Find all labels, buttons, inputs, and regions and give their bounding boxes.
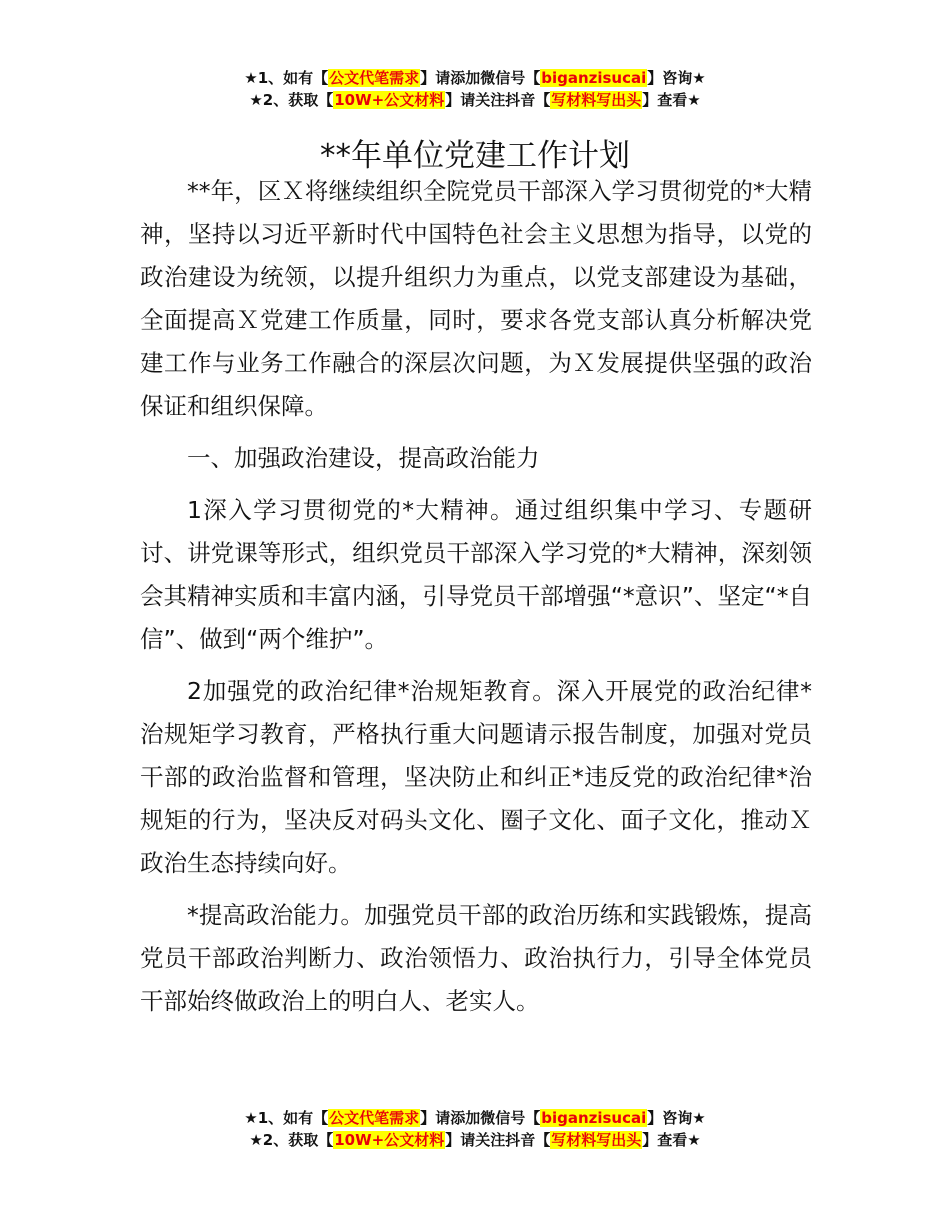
highlight-service: 公文代笔需求 (329, 1109, 420, 1127)
body-paragraph: 1深入学习贯彻党的*大精神。通过组织集中学习、专题研讨、讲党课等形式，组织党员干部深入学习党的*大精神，深刻领会其精神实质和丰富内涵，引导党员干部增强“*意识”、坚定“*自信”、做到“两个维护”。 (140, 496, 812, 653)
banner-line-1 (0, 1107, 950, 1129)
highlight-wechat-id: biganzisucai (541, 69, 647, 87)
intro-paragraph: **年，区Ｘ将继续组织全院党员干部深入学习贯彻党的*大精神，坚持以习近平新时代中国特色社会主义思想为指导，以党的政治建设为统领，以提升组织力为重点，以党支部建设为基础，全面提高Ｘ党建工作质量，同时，要求各党支部认真分析解决党建工作与业务工作融合的深层次问题，为Ｘ发展提供坚强的政治保证和组织保障。 (140, 177, 812, 420)
highlight-douyin-account: 写材料写出头 (551, 91, 642, 109)
highlight-wechat-id: biganzisucai (541, 1109, 647, 1127)
document-body (140, 170, 812, 1032)
highlight-materials: 10W+公文材料 (334, 91, 445, 109)
banner-text: ★1、如有【 (244, 1109, 329, 1127)
body-paragraph: 2加强党的政治纪律*治规矩教育。深入开展党的政治纪律*治规矩学习教育，严格执行重大问题请示报告制度，加强对党员干部的政治监督和管理，坚决防止和纠正*违反党的政治纪律*治规矩的行为，坚决反对码头文化、圈子文化、面子文化，推动Ｘ政治生态持续向好。 (140, 677, 812, 877)
header-banner (0, 67, 950, 111)
section-heading: 一、加强政治建设，提高政治能力 (187, 444, 540, 472)
banner-text: ★2、获取【 (249, 91, 334, 109)
banner-text: 】咨询★ (647, 1109, 706, 1127)
banner-line-2 (0, 89, 950, 111)
banner-text: 】请关注抖音【 (445, 1131, 551, 1149)
banner-text: ★1、如有【 (244, 69, 329, 87)
banner-line-1 (0, 67, 950, 89)
banner-text: 】咨询★ (647, 69, 706, 87)
document-title: **年单位党建工作计划 (320, 137, 630, 174)
banner-text: ★2、获取【 (249, 1131, 334, 1149)
banner-text: 】请关注抖音【 (445, 91, 551, 109)
body-paragraph: *提高政治能力。加强党员干部的政治历练和实践锻炼，提高党员干部政治判断力、政治领悟力、政治执行力，引导全体党员干部始终做政治上的明白人、老实人。 (140, 901, 812, 1015)
banner-text: 】查看★ (642, 91, 701, 109)
highlight-materials: 10W+公文材料 (334, 1131, 445, 1149)
banner-text: 】请添加微信号【 (420, 69, 541, 87)
highlight-douyin-account: 写材料写出头 (551, 1131, 642, 1149)
highlight-service: 公文代笔需求 (329, 69, 420, 87)
banner-text: 】请添加微信号【 (420, 1109, 541, 1127)
banner-line-2 (0, 1129, 950, 1151)
footer-banner (0, 1107, 950, 1151)
banner-text: 】查看★ (642, 1131, 701, 1149)
